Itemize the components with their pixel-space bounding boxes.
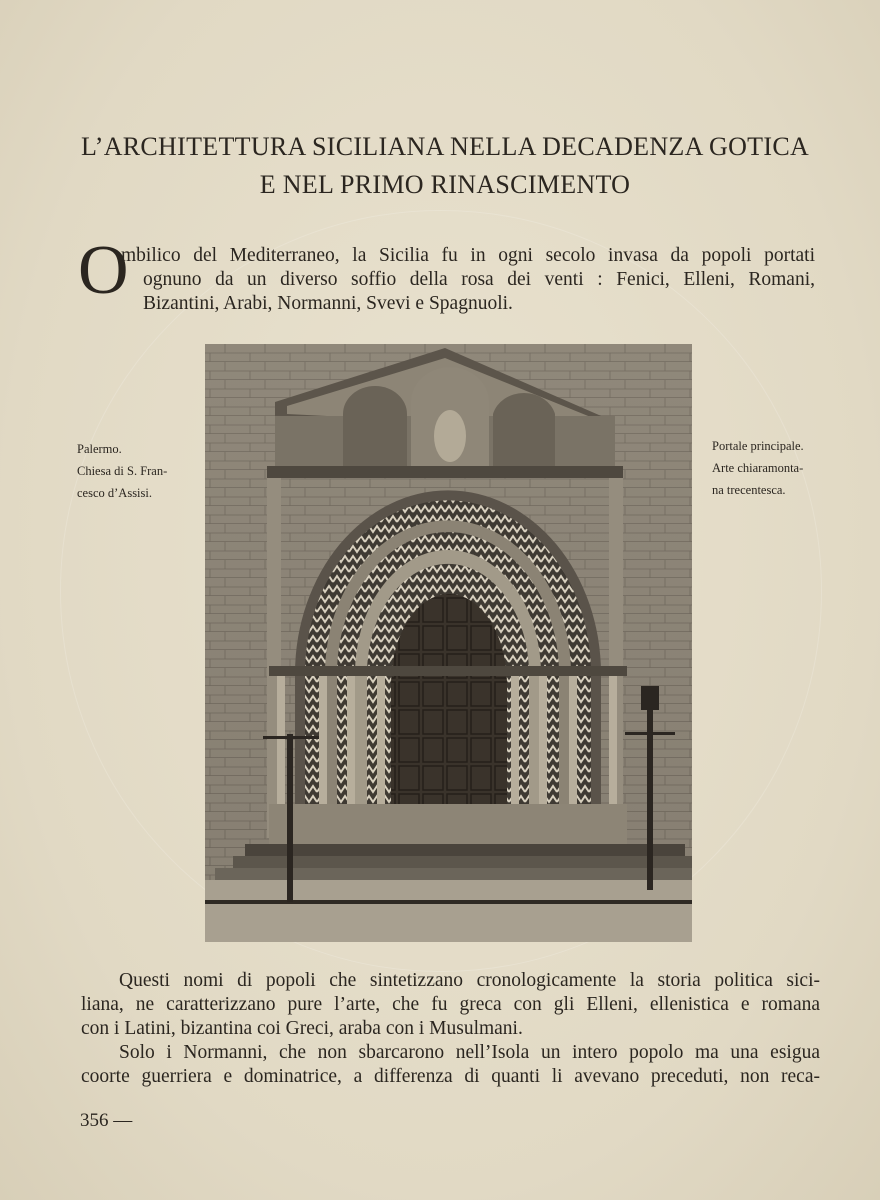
body-line: coorte guerriera e dominatrice, a differenza di quanti li avevano preceduti, non reca- bbox=[81, 1066, 820, 1087]
intro-line: mbilico del Mediterraneo, la Sicilia fu in ogni secolo invasa da popoli portati bbox=[121, 245, 815, 266]
body-line: liana, ne caratterizzano pure l’arte, che fu greca con gli Elleni, ellenistica e romana bbox=[81, 994, 820, 1015]
page-title-line-2: E NEL PRIMO RINASCIMENTO bbox=[259, 170, 631, 199]
body-line: Solo i Normanni, che non sbarcarono nell’Isola un intero popolo ma una esigua bbox=[119, 1042, 820, 1063]
drop-cap: O bbox=[78, 232, 129, 309]
photo-caption-right: Portale principale. Arte chiaramonta- na trecentesca. bbox=[712, 439, 804, 497]
body-line: con i Latini, bizantina coi Greci, araba con i Musulmani. bbox=[81, 1018, 523, 1039]
intro-line: ognuno da un diverso soffio della rosa dei venti : Fenici, Elleni, Romani, bbox=[143, 269, 815, 290]
page-title-line-1: L’ARCHITETTURA SICILIANA NELLA DECADENZA GOTICA bbox=[80, 132, 810, 161]
page-number: 356 — bbox=[80, 1110, 133, 1131]
body-line: Questi nomi di popoli che sintetizzano cronologicamente la storia politica sici- bbox=[119, 970, 820, 991]
photo-caption-left: Palermo. Chiesa di S. Fran- cesco d’Assisi. bbox=[77, 442, 168, 500]
church-portal-illustration bbox=[205, 344, 692, 942]
intro-line: Bizantini, Arabi, Normanni, Svevi e Spagnuoli. bbox=[143, 293, 513, 314]
body-text bbox=[81, 969, 820, 1089]
portal-photograph bbox=[205, 344, 692, 942]
